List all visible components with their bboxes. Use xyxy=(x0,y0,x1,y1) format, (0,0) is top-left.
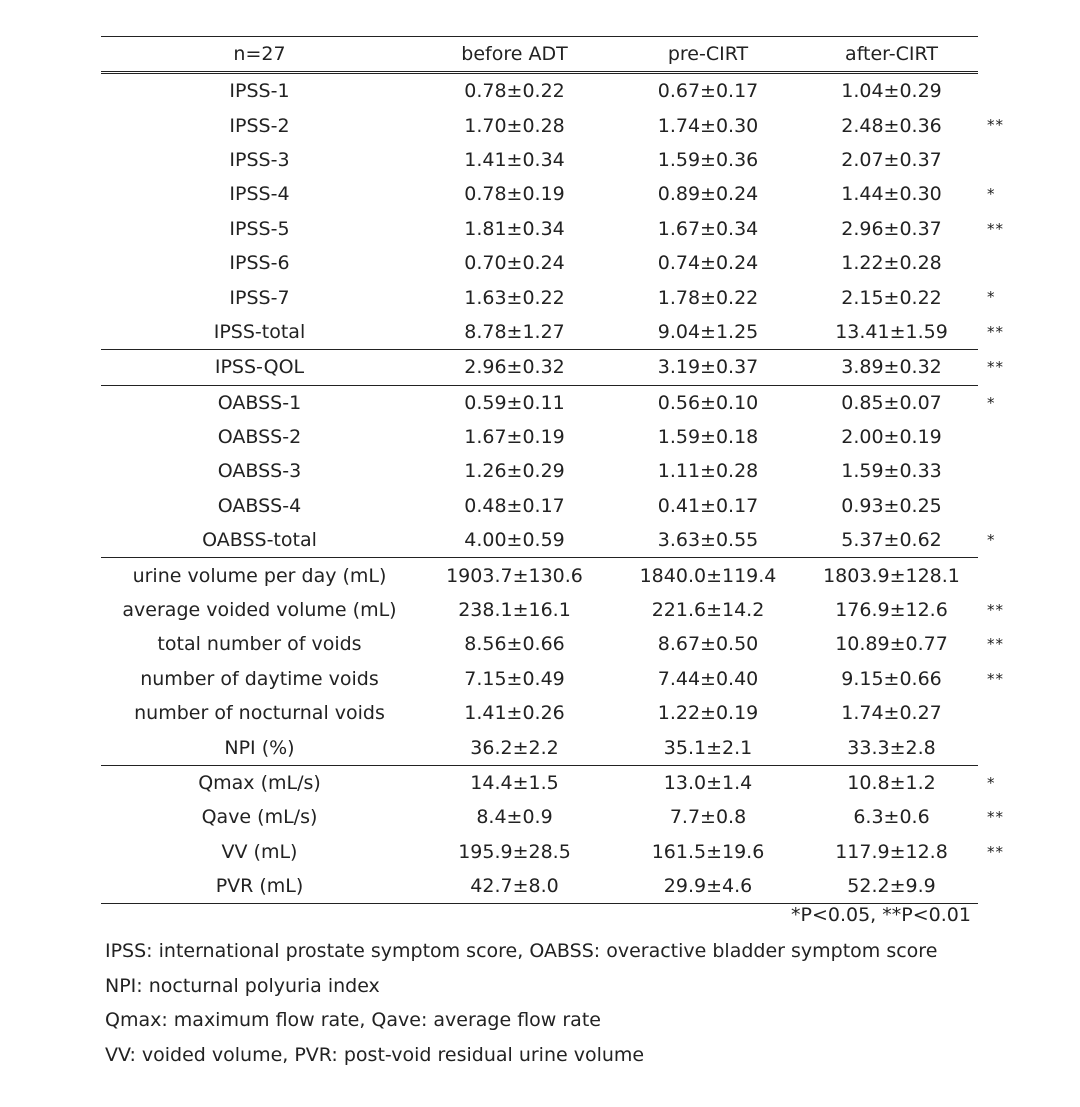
after-cirt-cell xyxy=(805,246,978,280)
table-row xyxy=(101,523,978,558)
value-before-adt: 0.70±0.24 xyxy=(464,252,565,275)
table-row xyxy=(101,315,978,350)
row-label: average voided volume (mL) xyxy=(122,599,397,622)
row-label: IPSS-4 xyxy=(229,183,290,206)
after-cirt-cell xyxy=(805,420,978,454)
table-row xyxy=(101,280,978,314)
value-after-cirt: 1.44±0.30 xyxy=(841,183,942,206)
table-row xyxy=(101,489,978,523)
value-pre-cirt: 1.11±0.28 xyxy=(657,460,759,483)
after-cirt-cell xyxy=(805,73,978,109)
table-row xyxy=(101,108,978,142)
after-cirt-cell xyxy=(805,523,996,558)
header-row xyxy=(101,37,978,73)
row-label: VV (mL) xyxy=(221,840,298,863)
value-before-adt: 8.78±1.27 xyxy=(418,315,611,350)
value-before-adt: 0.59±0.11 xyxy=(464,391,565,414)
header-sample-size: n=27 xyxy=(101,37,418,73)
table-header xyxy=(101,37,978,73)
row-label: IPSS-1 xyxy=(229,80,290,103)
after-cirt-cell xyxy=(805,280,996,314)
value-before-adt: 0.78±0.22 xyxy=(464,80,565,103)
value-pre-cirt: 7.7±0.8 xyxy=(669,806,747,829)
row-label: OABSS-total xyxy=(101,523,418,558)
value-after-cirt: 176.9±12.6 xyxy=(835,599,948,622)
row-label: IPSS-5 xyxy=(229,217,290,240)
after-cirt-cell xyxy=(805,869,978,904)
abbreviation-note: Qmax: maximum flow rate, Qave: average flow rate xyxy=(105,1009,601,1031)
value-after-cirt: 33.3±2.8 xyxy=(847,736,936,759)
row-label: total number of voids xyxy=(157,633,362,656)
value-pre-cirt: 161.5±19.6 xyxy=(651,840,765,863)
value-before-adt: 0.78±0.19 xyxy=(464,183,565,206)
value-after-cirt: 2.07±0.37 xyxy=(841,148,942,171)
value-after-cirt: 1.74±0.27 xyxy=(841,702,942,725)
value-pre-cirt: 29.9±4.6 xyxy=(611,869,805,904)
significance-footnote: *P<0.05, **P<0.01 xyxy=(791,904,971,926)
value-before-adt: 36.2±2.2 xyxy=(418,730,611,765)
value-before-adt: 1.41±0.26 xyxy=(464,702,565,725)
value-after-cirt: 10.8±1.2 xyxy=(847,772,936,794)
significance-mark: ** xyxy=(987,842,1004,861)
abbreviation-notes xyxy=(105,937,937,1075)
table-row xyxy=(101,696,978,730)
value-before-adt: 238.1±16.1 xyxy=(458,599,571,622)
value-after-cirt: 1.22±0.28 xyxy=(841,252,942,275)
after-cirt-cell xyxy=(805,730,978,765)
row-label: PVR (mL) xyxy=(101,869,418,904)
after-cirt-cell xyxy=(805,765,996,800)
table-row xyxy=(101,627,978,661)
row-label: IPSS-6 xyxy=(229,252,290,275)
value-before-adt: 2.96±0.32 xyxy=(418,350,611,385)
value-before-adt: 1.81±0.34 xyxy=(464,217,565,240)
significance-mark: * xyxy=(987,185,996,204)
value-before-adt: 8.4±0.9 xyxy=(476,806,553,829)
value-after-cirt: 9.15±0.66 xyxy=(841,667,942,690)
value-after-cirt: 6.3±0.6 xyxy=(853,806,930,829)
value-after-cirt: 1803.9±128.1 xyxy=(823,564,960,587)
significance-mark: ** xyxy=(987,808,1004,827)
value-pre-cirt: 0.67±0.17 xyxy=(657,80,759,103)
significance-mark: ** xyxy=(987,635,1004,654)
after-cirt-cell xyxy=(805,558,978,593)
table-row xyxy=(101,454,978,488)
table-row xyxy=(101,212,978,246)
abbreviation-note: VV: voided volume, PVR: post-void residual urine volume xyxy=(105,1043,645,1066)
abbreviation-note: IPSS: international prostate symptom score, OABSS: overactive bladder symptom score xyxy=(105,940,938,962)
after-cirt-cell xyxy=(805,835,1004,869)
abbreviation-note: NPI: nocturnal polyuria index xyxy=(105,974,380,997)
after-cirt-cell xyxy=(805,315,1004,350)
table-row xyxy=(101,350,978,385)
after-cirt-cell xyxy=(805,350,1004,385)
value-after-cirt: 2.00±0.19 xyxy=(841,426,942,449)
significance-mark: * xyxy=(987,393,996,412)
table-row xyxy=(101,730,978,765)
significance-mark: ** xyxy=(987,669,1004,688)
value-after-cirt: 0.93±0.25 xyxy=(841,494,942,517)
value-before-adt: 8.56±0.66 xyxy=(464,633,565,656)
row-label: OABSS-4 xyxy=(217,494,302,517)
header-after-cirt: after-CIRT xyxy=(805,37,978,73)
significance-mark: ** xyxy=(987,322,1004,341)
value-pre-cirt: 7.44±0.40 xyxy=(657,667,759,690)
value-pre-cirt: 0.56±0.10 xyxy=(657,391,759,414)
row-label: IPSS-QOL xyxy=(101,350,418,385)
table-row xyxy=(101,593,978,627)
value-after-cirt: 5.37±0.62 xyxy=(841,529,942,552)
after-cirt-cell xyxy=(805,489,978,523)
significance-mark: ** xyxy=(987,219,1004,238)
table-row xyxy=(101,765,978,800)
row-label: NPI (%) xyxy=(101,730,418,765)
value-after-cirt: 10.89±0.77 xyxy=(835,633,948,656)
value-pre-cirt: 3.63±0.55 xyxy=(611,523,805,558)
value-after-cirt: 1.04±0.29 xyxy=(841,80,942,103)
after-cirt-cell xyxy=(805,800,1004,834)
value-before-adt: 4.00±0.59 xyxy=(418,523,611,558)
table-row xyxy=(101,662,978,696)
value-after-cirt: 2.15±0.22 xyxy=(841,286,942,309)
value-pre-cirt: 0.74±0.24 xyxy=(657,252,759,275)
value-pre-cirt: 221.6±14.2 xyxy=(651,599,765,622)
results-table-container xyxy=(101,36,1004,904)
significance-mark: * xyxy=(987,773,996,792)
table-row xyxy=(101,800,978,834)
value-pre-cirt: 13.0±1.4 xyxy=(663,772,753,794)
value-after-cirt: 52.2±9.9 xyxy=(847,875,936,898)
row-label: OABSS-1 xyxy=(217,391,302,414)
after-cirt-cell xyxy=(805,108,1004,142)
value-before-adt: 1.70±0.28 xyxy=(464,114,565,137)
table-row xyxy=(101,558,978,593)
row-label: IPSS-7 xyxy=(229,286,290,309)
value-pre-cirt: 3.19±0.37 xyxy=(611,350,805,385)
after-cirt-cell xyxy=(805,385,996,420)
value-before-adt: 42.7±8.0 xyxy=(418,869,611,904)
row-label: OABSS-2 xyxy=(217,426,302,449)
row-label: IPSS-3 xyxy=(229,148,290,171)
after-cirt-cell xyxy=(805,593,1004,627)
value-before-adt: 195.9±28.5 xyxy=(458,840,571,863)
table-row xyxy=(101,246,978,280)
value-before-adt: 7.15±0.49 xyxy=(464,667,565,690)
significance-mark: ** xyxy=(987,116,1004,135)
after-cirt-cell xyxy=(805,143,978,177)
significance-mark: * xyxy=(987,531,996,550)
value-before-adt: 1903.7±130.6 xyxy=(446,564,583,587)
significance-mark: ** xyxy=(987,358,1004,377)
row-label: number of nocturnal voids xyxy=(134,702,385,725)
value-after-cirt: 2.48±0.36 xyxy=(841,114,942,137)
after-cirt-cell xyxy=(805,177,996,211)
after-cirt-cell xyxy=(805,627,1004,661)
table-row xyxy=(101,73,978,109)
row-label: urine volume per day (mL) xyxy=(132,564,387,587)
after-cirt-cell xyxy=(805,212,1004,246)
value-pre-cirt: 8.67±0.50 xyxy=(657,633,759,656)
row-label: Qave (mL/s) xyxy=(201,806,318,829)
significance-mark: ** xyxy=(987,600,1004,619)
value-before-adt: 1.26±0.29 xyxy=(464,460,565,483)
value-after-cirt: 13.41±1.59 xyxy=(835,320,948,343)
value-before-adt: 14.4±1.5 xyxy=(470,772,559,794)
significance-mark: * xyxy=(987,288,996,307)
value-before-adt: 1.67±0.19 xyxy=(464,426,565,449)
value-after-cirt: 2.96±0.37 xyxy=(841,217,942,240)
results-table xyxy=(101,36,1004,904)
row-label: IPSS-total xyxy=(101,315,418,350)
value-before-adt: 1.41±0.34 xyxy=(464,148,565,171)
table-body xyxy=(101,73,1004,904)
value-pre-cirt: 0.41±0.17 xyxy=(657,494,759,517)
after-cirt-cell xyxy=(805,696,978,730)
row-label: OABSS-3 xyxy=(217,460,302,483)
value-pre-cirt: 0.89±0.24 xyxy=(657,183,759,206)
value-pre-cirt: 1840.0±119.4 xyxy=(639,564,777,587)
row-label: IPSS-2 xyxy=(229,114,290,137)
header-pre-cirt: pre-CIRT xyxy=(611,37,805,73)
value-before-adt: 1.63±0.22 xyxy=(464,286,565,309)
after-cirt-cell xyxy=(805,662,1004,696)
row-label: Qmax (mL/s) xyxy=(198,772,321,794)
value-pre-cirt: 1.59±0.18 xyxy=(657,426,759,449)
value-after-cirt: 0.85±0.07 xyxy=(841,391,942,414)
value-after-cirt: 1.59±0.33 xyxy=(841,460,942,483)
value-pre-cirt: 1.67±0.34 xyxy=(657,217,759,240)
header-before-adt: before ADT xyxy=(418,37,611,73)
row-label: number of daytime voids xyxy=(140,667,379,690)
value-pre-cirt: 35.1±2.1 xyxy=(611,730,805,765)
table-row xyxy=(101,385,978,420)
value-pre-cirt: 1.59±0.36 xyxy=(657,148,759,171)
after-cirt-cell xyxy=(805,454,978,488)
table-row xyxy=(101,177,978,211)
value-pre-cirt: 1.22±0.19 xyxy=(657,702,759,725)
value-before-adt: 0.48±0.17 xyxy=(464,494,565,517)
table-row xyxy=(101,143,978,177)
table-row xyxy=(101,835,978,869)
value-after-cirt: 3.89±0.32 xyxy=(841,356,942,379)
table-row xyxy=(101,869,978,904)
table-row xyxy=(101,420,978,454)
value-pre-cirt: 1.78±0.22 xyxy=(657,286,759,309)
value-pre-cirt: 9.04±1.25 xyxy=(611,315,805,350)
value-pre-cirt: 1.74±0.30 xyxy=(657,114,759,137)
value-after-cirt: 117.9±12.8 xyxy=(835,840,948,863)
